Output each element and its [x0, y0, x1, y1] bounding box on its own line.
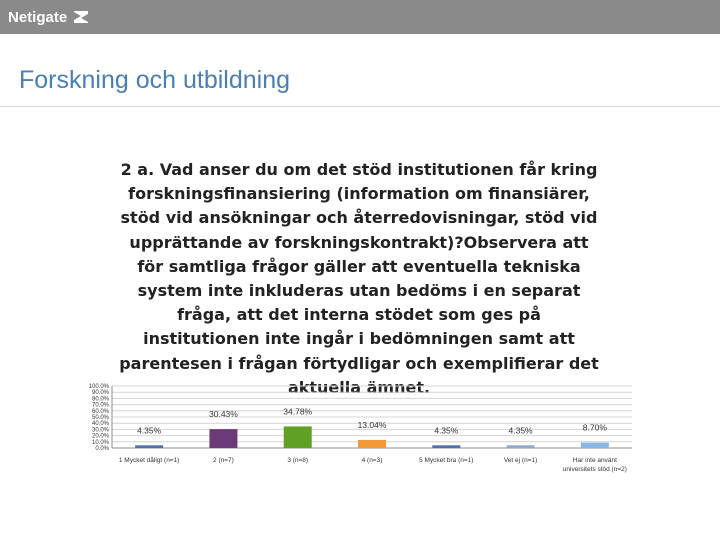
- x-tick-label: 1 Mycket dåligt (n=1): [118, 457, 180, 464]
- x-tick-label: Har inte använt universitets stöd (n=2): [562, 457, 627, 473]
- data-label: 34.78%: [283, 406, 313, 417]
- chart-title: 2 a. Vad anser du om det stöd institutionen får kring forskningsfinansiering (information om finansiärer, stöd vid ansökningar och återredovisningar, stöd vid upprättande av forskningskontrakt)?Observera att för samtliga frågor gäller att eventuella tekniska system inte inkluderas utan bedöms i en separat fråga, att det interna stödet som ges på institutionen inte ingår i bedömningen samt att parentesen i frågan förtydligar och exemplifierar det aktuella ämnet.: [119, 160, 599, 397]
- bar: [358, 440, 386, 448]
- data-label: 4.35%: [434, 425, 459, 436]
- data-label: 4.35%: [508, 425, 533, 436]
- x-tick-label: 2 (n=7): [213, 457, 234, 464]
- logo-text: Netigate: [8, 8, 68, 26]
- page-title: Forskning och utbildning: [19, 66, 290, 94]
- data-label: 4.35%: [137, 425, 162, 436]
- data-label: 13.04%: [357, 419, 387, 430]
- y-tick-label: 40.0%: [91, 421, 109, 428]
- y-tick-label: 30.0%: [91, 427, 109, 434]
- y-tick-label: 10.0%: [91, 439, 109, 446]
- y-tick-label: 100.0%: [88, 384, 109, 390]
- y-tick-label: 60.0%: [91, 408, 109, 415]
- bar: [507, 445, 535, 448]
- y-tick-label: 80.0%: [91, 396, 109, 403]
- y-tick-label: 20.0%: [91, 433, 109, 440]
- x-tick-label: 3 (n=8): [287, 457, 309, 464]
- y-tick-label: 90.0%: [91, 390, 109, 397]
- y-tick-label: 70.0%: [91, 402, 109, 409]
- bar: [581, 443, 609, 448]
- data-label: 30.43%: [209, 409, 238, 420]
- bar: [209, 429, 237, 448]
- bar: [432, 445, 460, 448]
- x-tick-label: 5 Mycket bra (n=1): [419, 457, 474, 464]
- data-label: 8.70%: [582, 422, 607, 433]
- x-tick-label: Vet ej (n=1): [503, 457, 538, 464]
- bar: [284, 426, 312, 448]
- bar: [135, 445, 163, 448]
- x-tick-label: 4 (n=3): [361, 457, 383, 464]
- y-tick-label: 0.0%: [95, 446, 109, 452]
- y-tick-label: 50.0%: [91, 415, 109, 421]
